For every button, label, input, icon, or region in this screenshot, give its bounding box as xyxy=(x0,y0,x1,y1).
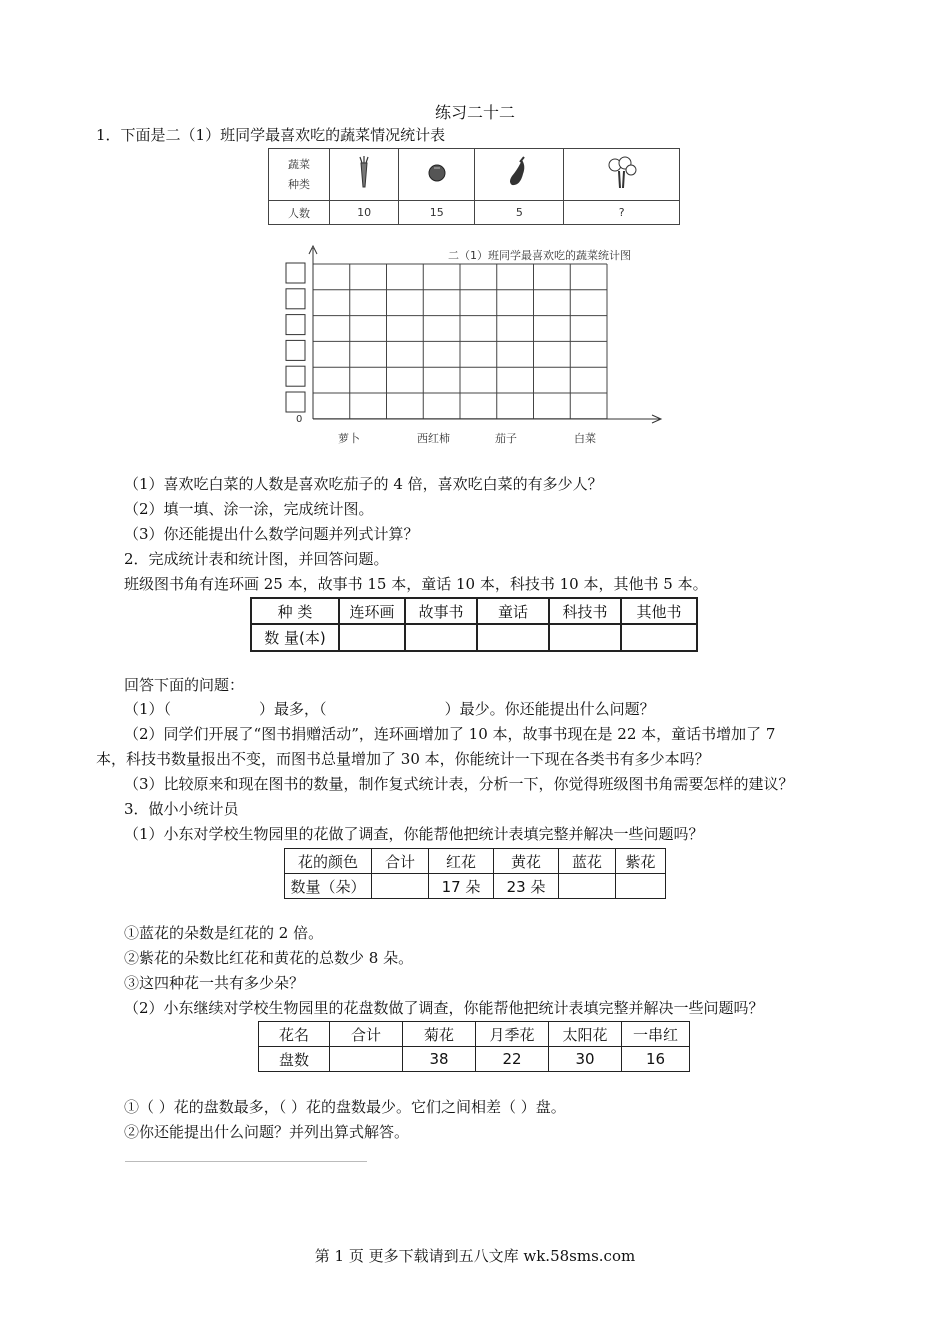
veg-count: 5 xyxy=(475,201,564,225)
flower-header: 红花 xyxy=(429,849,494,874)
q3-p2-q2: ②你还能提出什么问题？并列出算式解答。 xyxy=(124,1123,410,1141)
veg-type-header: 蔬菜 种类 xyxy=(269,149,330,201)
book-table xyxy=(250,597,698,652)
flower-header: 紫花 xyxy=(616,849,666,874)
y-axis-label-box[interactable] xyxy=(286,392,305,412)
y-axis-label-box[interactable] xyxy=(286,263,305,283)
flower-value-cell[interactable] xyxy=(372,874,429,899)
tomato-icon xyxy=(426,162,448,184)
category-label: 茄子 xyxy=(495,432,517,445)
eggplant-icon xyxy=(506,156,532,190)
flower-color-table xyxy=(284,848,666,899)
y-axis-label-box[interactable] xyxy=(286,340,305,360)
flower-header: 黄花 xyxy=(494,849,559,874)
q1-sub3: （3）你还能提出什么数学问题并列式计算？ xyxy=(124,525,419,543)
pot-value-cell[interactable] xyxy=(330,1047,403,1072)
q2-a1: （1）（ ）最多，（ ）最少。你还能提出什么问题？ xyxy=(124,700,655,718)
flower-pot-table xyxy=(258,1021,690,1072)
q2-a2-line2: 本，科技书数量报出不变，而图书总量增加了 30 本，你能统计一下现在各类书有多少本吗？ xyxy=(96,750,710,768)
book-value-cell[interactable] xyxy=(621,624,697,651)
q2-answer-intro: 回答下面的问题： xyxy=(124,676,245,694)
footnote-rule xyxy=(125,1161,367,1162)
pot-value-cell: 30 xyxy=(549,1047,622,1072)
book-value-cell[interactable] xyxy=(477,624,549,651)
veg-count: ? xyxy=(564,201,680,225)
q2-heading: 2．完成统计表和统计图，并回答问题。 xyxy=(124,550,389,568)
q3-p1-q1: ①蓝花的朵数是红花的 2 倍。 xyxy=(124,924,324,942)
pot-header: 太阳花 xyxy=(549,1022,622,1047)
pot-value-cell: 22 xyxy=(476,1047,549,1072)
pot-header: 菊花 xyxy=(403,1022,476,1047)
flower-value-cell: 23 朵 xyxy=(494,874,559,899)
cabbage-cell xyxy=(564,149,680,201)
axis-zero: 0 xyxy=(296,414,303,425)
y-axis-label-box[interactable] xyxy=(286,289,305,309)
cabbage-icon xyxy=(605,155,639,191)
book-header: 科技书 xyxy=(549,598,621,624)
q1-sub2: （2）填一填、涂一涂，完成统计图。 xyxy=(124,500,374,518)
q3-p1-q2: ②紫花的朵数比红花和黄花的总数少 8 朵。 xyxy=(124,949,414,967)
category-label: 萝卜 xyxy=(338,432,360,445)
q2-a2-line1: （2）同学们开展了“图书捐赠活动”，连环画增加了 10 本，故事书现在是 22 本，童话书增加了 7 xyxy=(124,725,776,743)
q3-part2: （2）小东继续对学校生物园里的花盘数做了调查，你能帮他把统计表填完整并解决一些问题吗？ xyxy=(124,999,764,1017)
y-axis-label-boxes xyxy=(286,263,305,412)
q2-desc: 班级图书角有连环画 25 本，故事书 15 本，童话 10 本，科技书 10 本，其他书 5 本。 xyxy=(124,575,708,593)
book-row-label: 数 量(本) xyxy=(251,624,339,651)
book-value-cell[interactable] xyxy=(339,624,405,651)
q3-p1-q3: ③这四种花一共有多少朵？ xyxy=(124,974,305,992)
blank-vegetable-chart xyxy=(280,240,670,450)
flower-header: 蓝花 xyxy=(559,849,616,874)
tomato-cell xyxy=(399,149,475,201)
veg-count-header: 人数 xyxy=(269,201,330,225)
carrot-cell xyxy=(330,149,399,201)
y-axis-label-box[interactable] xyxy=(286,315,305,335)
category-label: 西红柿 xyxy=(417,432,450,445)
flower-header: 花的颜色 xyxy=(285,849,372,874)
q2-a3: （3）比较原来和现在图书的数量，制作复式统计表，分析一下，你觉得班级图书角需要怎样的建议？ xyxy=(124,775,794,793)
book-header: 童话 xyxy=(477,598,549,624)
pot-value-cell: 38 xyxy=(403,1047,476,1072)
book-header: 种 类 xyxy=(251,598,339,624)
book-value-cell[interactable] xyxy=(405,624,477,651)
y-axis-label-box[interactable] xyxy=(286,366,305,386)
book-header: 连环画 xyxy=(339,598,405,624)
veg-count: 15 xyxy=(399,201,475,225)
q3-part1: （1）小东对学校生物园里的花做了调查，你能帮他把统计表填完整并解决一些问题吗？ xyxy=(124,825,704,843)
flower-value-cell[interactable] xyxy=(559,874,616,899)
page-title: 练习二十二 xyxy=(434,103,515,122)
flower-value-cell: 17 朵 xyxy=(429,874,494,899)
eggplant-cell xyxy=(475,149,564,201)
q3-heading: 3．做小小统计员 xyxy=(124,800,239,818)
pot-header: 合计 xyxy=(330,1022,403,1047)
pot-value-cell: 16 xyxy=(622,1047,690,1072)
pot-header: 月季花 xyxy=(476,1022,549,1047)
carrot-icon xyxy=(354,155,374,191)
book-header: 其他书 xyxy=(621,598,697,624)
chart-title: 二（1）班同学最喜欢吃的蔬菜统计图 xyxy=(448,249,631,262)
book-value-cell[interactable] xyxy=(549,624,621,651)
category-label: 白菜 xyxy=(574,432,596,445)
book-header: 故事书 xyxy=(405,598,477,624)
flower-header: 合计 xyxy=(372,849,429,874)
pot-row-label: 盘数 xyxy=(259,1047,330,1072)
q1-sub1: （1）喜欢吃白菜的人数是喜欢吃茄子的 4 倍，喜欢吃白菜的有多少人？ xyxy=(124,475,603,493)
pot-header: 一串红 xyxy=(622,1022,690,1047)
vegetable-table xyxy=(268,148,680,225)
veg-count: 10 xyxy=(330,201,399,225)
flower-value-cell[interactable] xyxy=(616,874,666,899)
pot-header: 花名 xyxy=(259,1022,330,1047)
flower-row-label: 数量（朵） xyxy=(285,874,372,899)
chart-grid xyxy=(313,264,607,419)
page-footer: 第 1 页 更多下载请到五八文库 wk.58sms.com xyxy=(314,1247,636,1265)
q1-heading: 1．下面是二（1）班同学最喜欢吃的蔬菜情况统计表 xyxy=(96,126,446,144)
q3-p2-q1: ①（ ）花的盘数最多，（ ）花的盘数最少。它们之间相差（ ）盘。 xyxy=(124,1098,566,1116)
